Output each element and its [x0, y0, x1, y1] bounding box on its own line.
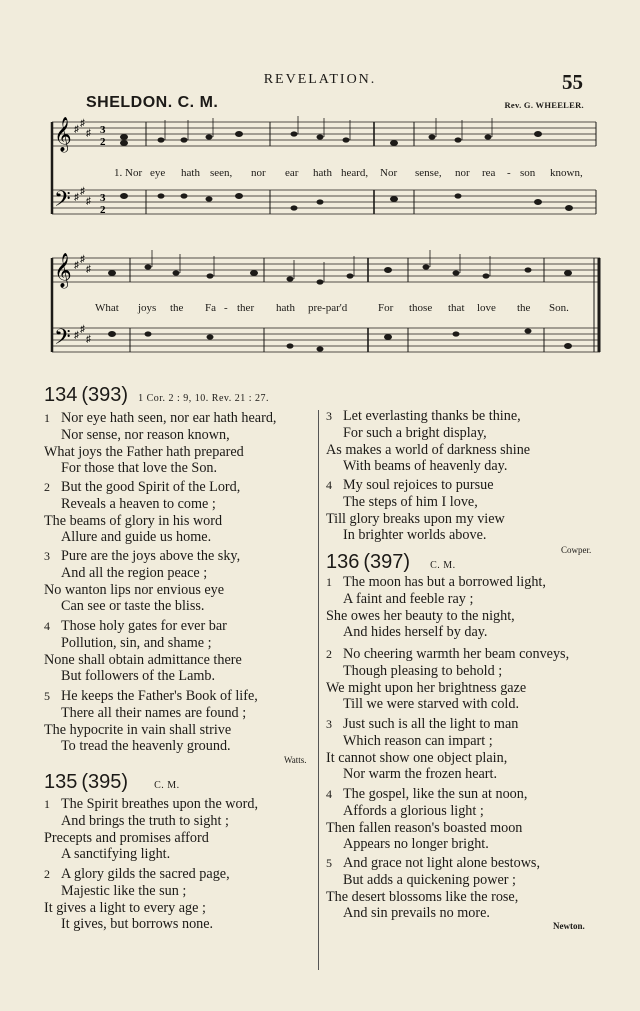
lyric-word: pre-par'd — [308, 302, 348, 314]
time-sig-top-bass: 3 — [100, 192, 106, 204]
lyric-word: nor — [251, 167, 266, 179]
bass-clef-icon: 𝄢 — [54, 325, 71, 355]
lyric-word: heard, — [341, 167, 369, 179]
lyric-word: the — [517, 302, 531, 314]
lyric-word: hath — [313, 167, 332, 179]
stanza: 4 Those holy gates for ever bar Pollution, sin, and shame ; None shall obtain admittance there But followers of the Lamb. — [44, 618, 242, 685]
stanza: 3 Let everlasting thanks be thine, For such a bright display, As makes a world of darkness shine With beams of heavenly day. — [326, 408, 531, 475]
svg-text:♯: ♯ — [74, 192, 79, 203]
hymn-number: 136 — [326, 551, 360, 573]
lyric-word: Nor — [380, 167, 398, 179]
lyric-word: son — [520, 167, 536, 179]
lyric-word: nor — [455, 167, 470, 179]
stanza: 5 And grace not light alone bestows, But adds a quickening power ; The desert blossoms like the rose, And sin prevails no more. — [326, 855, 541, 922]
stanza: 1 Nor eye hath seen, nor ear hath heard, Nor sense, nor reason known, What joys the Father hath prepared For those that love the Son. — [44, 410, 277, 477]
time-sig-bottom-bass: 2 — [100, 204, 106, 216]
stanza: 2 A glory gilds the sacred page, Majestic like the sun ; It gives a light to every age ; It gives, but borrows none. — [44, 866, 230, 933]
lyric-word: ther — [237, 302, 255, 314]
lyric-word: Fa — [205, 302, 216, 314]
hymn-number: 135 — [44, 771, 78, 793]
bass-clef-icon: 𝄢 — [54, 187, 71, 217]
time-sig-top: 3 — [100, 124, 106, 136]
stanza: 5 He keeps the Father's Book of life, There all their names are found ; The hypocrite in vain shall strive To tread the heavenly ground. — [44, 688, 258, 755]
hymn-meter: C. M. — [154, 780, 180, 791]
lyric-word: - — [507, 167, 511, 179]
lyric-word: Son. — [549, 302, 569, 314]
attribution: Cowper. — [561, 545, 592, 555]
page-number: 55 — [562, 70, 583, 94]
svg-text:♯: ♯ — [80, 254, 85, 265]
lyric-word: hath — [276, 302, 295, 314]
attribution: Newton. — [553, 921, 585, 931]
svg-text:♯: ♯ — [80, 324, 85, 335]
hymn-136-heading — [326, 551, 456, 574]
tune-name: SHELDON. C. M. — [86, 94, 219, 111]
column-divider — [318, 410, 319, 970]
svg-text:♯: ♯ — [86, 196, 91, 207]
lyric-word: eye — [150, 167, 166, 179]
lyric-word: sense, — [415, 167, 442, 179]
stanza: 2 No cheering warmth her beam conveys, Though pleasing to behold ; We might upon her brightness gaze Till we were starved with cold. — [326, 646, 570, 713]
stanza: 2 But the good Spirit of the Lord, Reveals a heaven to come ; The beams of glory in his word Allure and guide us home. — [44, 479, 241, 546]
hymn-134-heading — [44, 384, 269, 407]
stanza: 3 Just such is all the light to man Which reason can impart ; It cannot show one object plain, Nor warm the frozen heart. — [326, 716, 519, 783]
stanza: 1 The moon has but a borrowed light, A faint and feeble ray ; She owes her beauty to the night, And hides herself by day. — [326, 574, 546, 641]
treble-clef-icon: 𝄞 — [54, 253, 72, 288]
attribution: Watts. — [284, 755, 307, 765]
lyric-word: For — [378, 302, 394, 314]
lyric-word: rea — [482, 167, 496, 179]
running-title: REVELATION. — [263, 72, 377, 87]
lyric-word: 1. Nor — [114, 167, 143, 179]
lyric-word: the — [170, 302, 184, 314]
hymn-alt-number: (397) — [363, 551, 411, 573]
stanza: 4 My soul rejoices to pursue The steps of him I love, Till glory breaks upon my view In brighter worlds above. — [326, 477, 505, 544]
time-sig-bottom: 2 — [100, 136, 106, 148]
hymn-alt-number: (395) — [81, 771, 129, 793]
lyric-word: joys — [138, 302, 157, 314]
stanza: 3 Pure are the joys above the sky, And all the region peace ; No wanton lips nor envious eye Can see or taste the bliss. — [44, 548, 241, 615]
svg-text:♯: ♯ — [86, 264, 91, 275]
stanza: 4 The gospel, like the sun at noon, Affords a glorious light ; Then fallen reason's boasted moon Appears no longer bright. — [326, 786, 528, 853]
lyric-word: ear — [285, 167, 299, 179]
scripture-reference: 1 Cor. 2 : 9, 10. Rev. 21 : 27. — [138, 393, 270, 404]
lyric-word: - — [224, 302, 228, 314]
lyric-word: hath — [181, 167, 200, 179]
svg-text:♯: ♯ — [74, 124, 79, 135]
svg-text:♯: ♯ — [86, 334, 91, 345]
hymn-number: 134 — [44, 384, 78, 406]
lyric-word: those — [409, 302, 433, 314]
hymn-alt-number: (393) — [81, 384, 129, 406]
svg-text:♯: ♯ — [86, 128, 91, 139]
svg-text:♯: ♯ — [74, 260, 79, 271]
lyric-word: that — [448, 302, 465, 314]
stanza: 1 The Spirit breathes upon the word, And brings the truth to sight ; Precepts and promises afford A sanctifying light. — [44, 796, 259, 863]
lyric-word: What — [95, 302, 119, 314]
hymn-135-heading — [44, 771, 180, 794]
lyric-word: known, — [550, 167, 583, 179]
composer: Rev. G. WHEELER. — [504, 100, 584, 110]
svg-text:♯: ♯ — [80, 118, 85, 129]
treble-clef-icon: 𝄞 — [54, 117, 72, 152]
hymn-meter: C. M. — [430, 560, 456, 571]
svg-text:♯: ♯ — [74, 330, 79, 341]
lyric-word: love — [477, 302, 496, 314]
lyric-word: seen, — [210, 167, 233, 179]
svg-text:♯: ♯ — [80, 186, 85, 197]
